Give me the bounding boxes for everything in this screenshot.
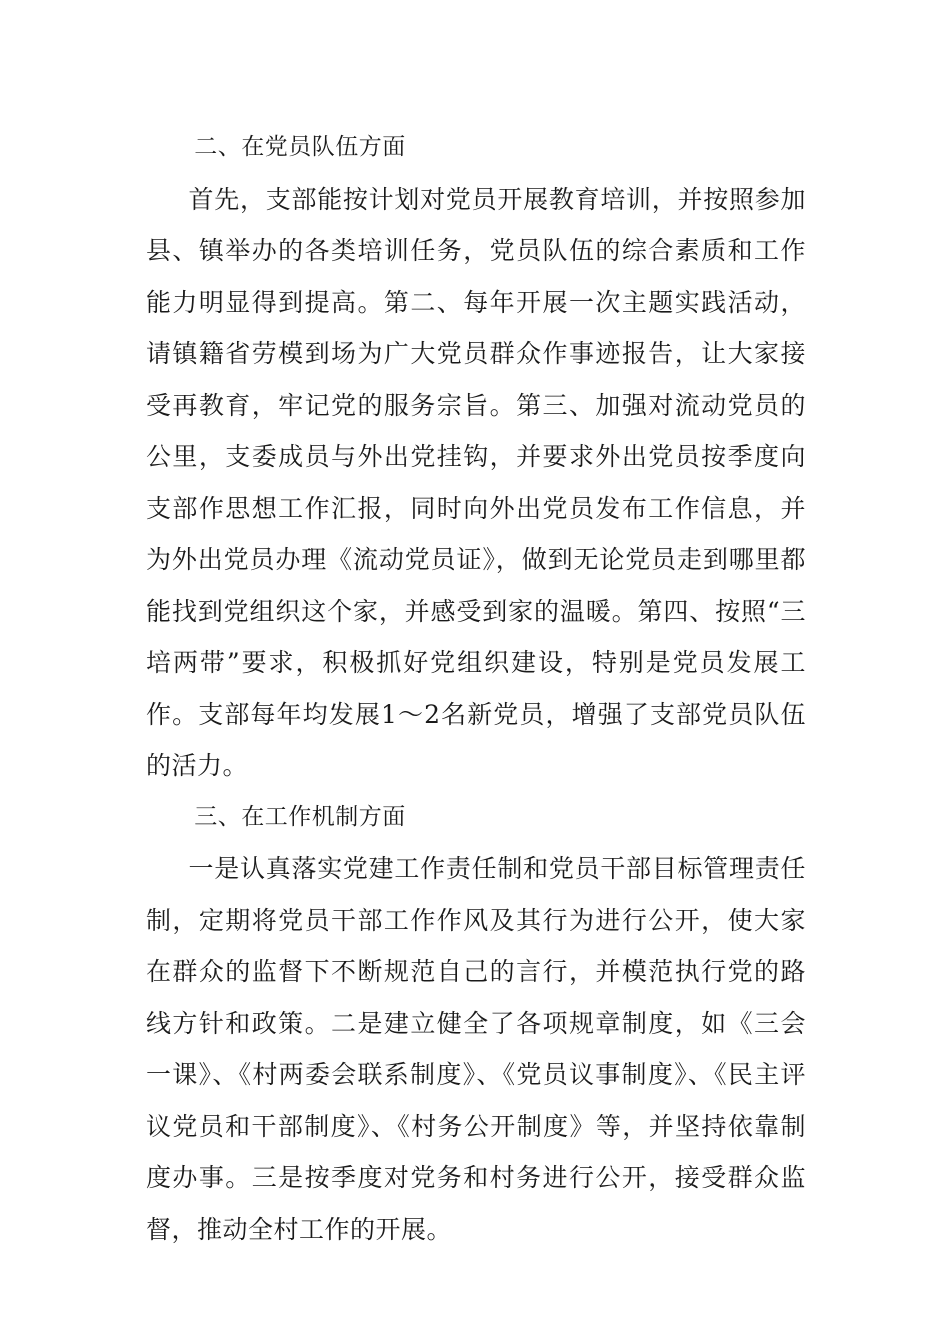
paragraph-work-mechanism: 一是认真落实党建工作责任制和党员干部目标管理责任制，定期将党员干部工作作风及其行为进行公开，使大家在群众的监督下不断规范自己的言行，并模范执行党的路线方针和政策。二是建立健全了各项规章制度，如《三会一课》、《村两委会联系制度》、《党员议事制度》、《民主评议党员和干部制度》、《村务公开制度》等，并坚持依靠制度办事。三是按季度对党务和村务进行公开，接受群众监督，推动全村工作的开展。 bbox=[146, 854, 806, 1244]
section-heading-party-members: 二、在党员队伍方面 bbox=[194, 134, 406, 160]
document-body bbox=[146, 122, 806, 1255]
section-heading-work-mechanism: 三、在工作机制方面 bbox=[194, 803, 406, 830]
paragraph-party-members: 首先，支部能按计划对党员开展教育培训，并按照参加县、镇举办的各类培训任务，党员队伍的综合素质和工作能力明显得到提高。第二、每年开展一次主题实践活动，请镇籍省劳模到场为广大党员群众作事迹报告，让大家接受再教育，牢记党的服务宗旨。第三、加强对流动党员的公里，支委成员与外出党挂钩，并要求外出党员按季度向支部作思想工作汇报，同时向外出党员发布工作信息，并为外出党员办理《流动党员证》，做到无论党员走到哪里都能找到党组织这个家，并感受到家的温暖。第四、按照“三培两带”要求，积极抓好党组织建设，特别是党员发展工作。支部每年均发展1～2名新党员，增强了支部党员队伍的活力。 bbox=[146, 184, 806, 780]
